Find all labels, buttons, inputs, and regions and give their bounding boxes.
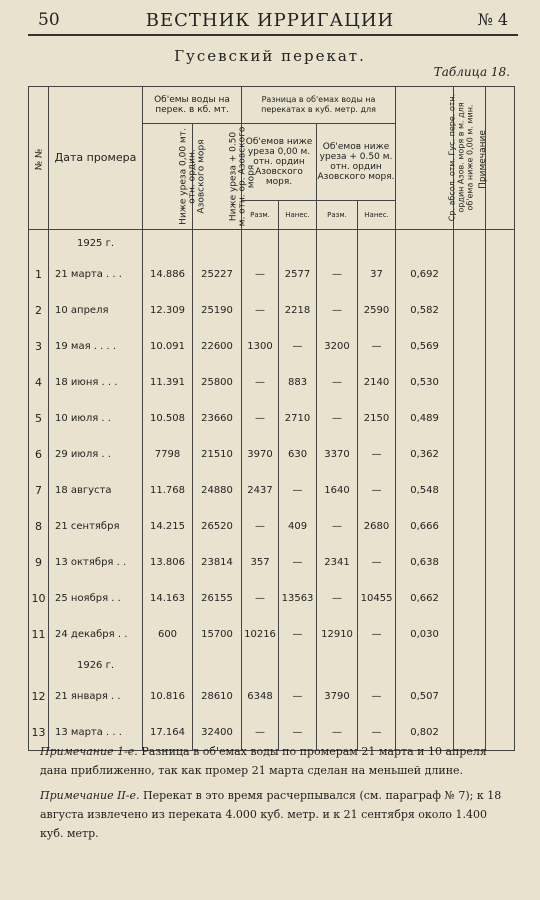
cell-n: 8 [29,508,49,544]
note-1-label: Примечание 1-е. [40,745,138,758]
cell-n: 11 [29,616,49,652]
col-header-nanes-0: Нанес. [279,201,317,230]
cell-mean: 0,569 [396,328,454,364]
table-row [29,400,515,436]
cell-v050: 15700 [193,616,242,652]
cell-n050: 2150 [358,400,396,436]
year-label: 1926 г. [49,652,143,678]
cell-r0: — [242,580,279,616]
cell-n050: 2590 [358,292,396,328]
cell-v0: 17.164 [143,714,193,751]
cell-v050: 28610 [193,678,242,714]
cell-r0: — [242,400,279,436]
cell-n0: 409 [279,508,317,544]
cell-n050: — [358,472,396,508]
cell-n0: 2218 [279,292,317,328]
cell-v0: 14.886 [143,256,193,292]
journal-title: ВЕСТНИК ИРРИГАЦИИ [145,10,395,31]
cell-mean: 0,030 [396,616,454,652]
cell-r0: 3970 [242,436,279,472]
cell-v050: 25227 [193,256,242,292]
cell-empty [486,436,515,472]
cell-empty [454,400,486,436]
cell-v0: 11.768 [143,472,193,508]
cell-n0: 883 [279,364,317,400]
issue-number: № 4 [477,10,508,29]
cell-v050: 25190 [193,292,242,328]
cell-date: 21 января . . [49,678,143,714]
cell-mean: 0,666 [396,508,454,544]
table-label: Таблица 18. [433,65,510,79]
cell-date: 10 апреля [49,292,143,328]
cell-empty [486,616,515,652]
cell-n0: — [279,678,317,714]
cell-v0: 600 [143,616,193,652]
cell-r0: 2437 [242,472,279,508]
year-row [29,230,515,257]
cell-mean: 0,692 [396,256,454,292]
cell-v0: 12.309 [143,292,193,328]
cell-r0: — [242,508,279,544]
cell-empty [454,256,486,292]
cell-empty [454,364,486,400]
cell-r0: 357 [242,544,279,580]
cell-v0: 13.806 [143,544,193,580]
cell-v0: 10.508 [143,400,193,436]
cell-empty [454,436,486,472]
cell-n050: 37 [358,256,396,292]
cell-n: 12 [29,678,49,714]
table-row [29,616,515,652]
cell-n: 6 [29,436,49,472]
cell-empty [486,364,515,400]
cell-v0: 10.816 [143,678,193,714]
year-label: 1925 г. [49,230,143,257]
col-header-nanes-050: Нанес. [358,201,396,230]
table-row [29,580,515,616]
cell-r050: — [317,400,358,436]
cell-mean: 0,662 [396,580,454,616]
cell-empty [454,580,486,616]
cell-empty [454,292,486,328]
cell-n050: 2140 [358,364,396,400]
cell-date: 18 августа [49,472,143,508]
cell-v050: 24880 [193,472,242,508]
col-header-num: № № [29,87,49,230]
data-table [28,86,515,751]
cell-r0: — [242,292,279,328]
table-row [29,328,515,364]
cell-mean: 0,548 [396,472,454,508]
cell-n050: — [358,714,396,751]
cell-empty [486,400,515,436]
cell-empty [454,508,486,544]
cell-n0: — [279,616,317,652]
cell-n050: — [358,436,396,472]
cell-mean: 0,802 [396,714,454,751]
cell-date: 19 мая . . . . [49,328,143,364]
col-header-diff-0: Об'емов ниже уреза 0,00 м. отн. ордин Азовского моря. [242,124,317,201]
col-header-vol-below-0: Ниже уреза 0,00 мт. отн. ордин. Азовского моря [143,124,193,230]
running-header [0,8,540,34]
table-title: Гусевский перекат. [174,47,366,65]
cell-r050: 1640 [317,472,358,508]
cell-r050: — [317,256,358,292]
cell-date: 13 марта . . . [49,714,143,751]
cell-n050: — [358,328,396,364]
cell-n050: — [358,544,396,580]
cell-empty [454,616,486,652]
footnotes [40,742,510,849]
cell-n050: 2680 [358,508,396,544]
cell-date: 21 марта . . . [49,256,143,292]
table-row [29,544,515,580]
cell-r0: — [242,714,279,751]
cell-v0: 14.163 [143,580,193,616]
cell-empty [486,678,515,714]
note-2 [40,786,510,843]
cell-mean: 0,638 [396,544,454,580]
cell-r050: 12910 [317,616,358,652]
cell-v050: 22600 [193,328,242,364]
cell-n: 7 [29,472,49,508]
header-rule [28,34,518,36]
cell-n: 9 [29,544,49,580]
cell-date: 25 ноября . . [49,580,143,616]
col-group-volumes: Об'емы воды на перек. в кб. мт. [143,87,242,124]
cell-v0: 11.391 [143,364,193,400]
cell-n0: 2710 [279,400,317,436]
col-header-empty [486,87,515,230]
cell-n: 2 [29,292,49,328]
cell-r0: — [242,364,279,400]
cell-n050: — [358,616,396,652]
cell-date: 10 июля . . [49,400,143,436]
cell-v0: 10.091 [143,328,193,364]
table-row [29,472,515,508]
cell-empty [486,256,515,292]
cell-mean: 0,530 [396,364,454,400]
cell-date: 18 июня . . . [49,364,143,400]
cell-empty [486,328,515,364]
note-2-label: Примечание II-е. [40,789,140,802]
cell-n0: — [279,328,317,364]
cell-date: 29 июля . . [49,436,143,472]
cell-n: 10 [29,580,49,616]
cell-n0: — [279,714,317,751]
cell-r050: — [317,714,358,751]
col-group-difference: Разница в об'емах воды на перекатах в куб. метр. для [242,87,396,124]
cell-r050: 2341 [317,544,358,580]
cell-mean: 0,507 [396,678,454,714]
table-row [29,364,515,400]
cell-v050: 25800 [193,364,242,400]
cell-v050: 32400 [193,714,242,751]
cell-r050: 3200 [317,328,358,364]
cell-empty [454,472,486,508]
cell-v0: 7798 [143,436,193,472]
cell-empty [454,678,486,714]
table-row [29,436,515,472]
cell-r0: 10216 [242,616,279,652]
cell-n: 1 [29,256,49,292]
cell-v050: 21510 [193,436,242,472]
cell-n: 4 [29,364,49,400]
note-2-text: Перекат в это время расчерпывался (см. параграф № 7); к 18 августа извлечено из переката 4.000 куб. метр. и к 21 сентября около 1.400 куб. метр. [40,789,502,840]
table-row [29,256,515,292]
cell-r0: 1300 [242,328,279,364]
cell-v050: 23660 [193,400,242,436]
cell-date: 13 октября . . [49,544,143,580]
cell-mean: 0,489 [396,400,454,436]
cell-n0: — [279,472,317,508]
cell-empty [486,544,515,580]
col-header-vol-below-050: Ниже уреза + 0.50 м. отн. ор. Азовского моря [193,124,242,230]
cell-r050: — [317,580,358,616]
cell-n0: — [279,544,317,580]
cell-r050: — [317,292,358,328]
note-1 [40,742,510,780]
cell-v050: 26520 [193,508,242,544]
cell-r050: — [317,364,358,400]
col-header-diff-050: Об'емов ниже уреза + 0.50 м. отн. ордин Азовского моря. [317,124,396,201]
table-row [29,508,515,544]
cell-v050: 23814 [193,544,242,580]
cell-n050: 10455 [358,580,396,616]
cell-n: 13 [29,714,49,751]
cell-v0: 14.215 [143,508,193,544]
cell-n: 5 [29,400,49,436]
cell-r0: — [242,256,279,292]
table-row [29,678,515,714]
col-header-mean-depth: Ср. абсол. отм. Гус. пере. отн. ордин Азов. моря в м. для об'ема ниже 0,00 м. мин. [396,87,454,230]
cell-r050: 3790 [317,678,358,714]
cell-date: 21 сентября [49,508,143,544]
cell-mean: 0,362 [396,436,454,472]
cell-empty [454,328,486,364]
cell-r0: 6348 [242,678,279,714]
col-header-razm-050: Разм. [317,201,358,230]
cell-empty [486,292,515,328]
cell-date: 24 декабря . . [49,616,143,652]
cell-n0: 630 [279,436,317,472]
year-row [29,652,515,678]
cell-empty [486,580,515,616]
col-header-date: Дата промера [49,87,143,230]
cell-v050: 26155 [193,580,242,616]
cell-r050: — [317,508,358,544]
cell-empty [486,508,515,544]
note-1-text: Разница в об'емах воды по промерам 21 марта и 10 апреля дана приближенно, так как промер 21 марта сделан на меньшей длине. [40,745,487,777]
table-row [29,292,515,328]
cell-empty [486,472,515,508]
cell-mean: 0,582 [396,292,454,328]
page-number: 50 [38,10,60,30]
cell-n0: 2577 [279,256,317,292]
cell-n: 3 [29,328,49,364]
cell-n0: 13563 [279,580,317,616]
cell-n050: — [358,678,396,714]
cell-empty [454,544,486,580]
col-header-razm-0: Разм. [242,201,279,230]
col-header-remark: Примечание [454,87,486,230]
cell-r050: 3370 [317,436,358,472]
